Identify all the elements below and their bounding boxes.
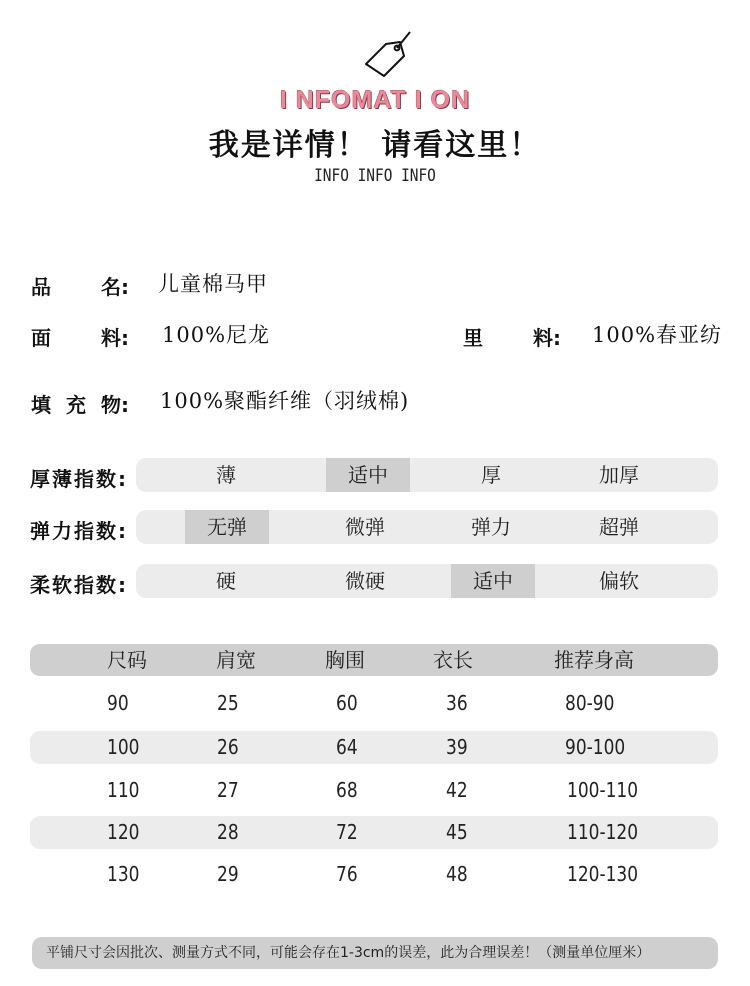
column-header: 推荐身高 <box>554 648 634 672</box>
index-bar <box>136 564 718 598</box>
table-cell: 25 <box>217 691 239 715</box>
field-value: 100%尼龙 <box>162 323 271 347</box>
table-row <box>30 816 718 849</box>
table-cell: 68 <box>336 778 358 802</box>
index-option: 薄 <box>216 463 236 487</box>
table-cell: 120 <box>107 820 140 844</box>
index-option: 弹力 <box>471 515 511 539</box>
table-row <box>30 731 718 764</box>
index-label: 厚薄指数: <box>30 467 128 491</box>
index-option: 超弹 <box>599 515 639 539</box>
index-option-selected: 无弹 <box>185 510 269 544</box>
table-cell: 72 <box>336 820 358 844</box>
table-cell: 42 <box>446 778 468 802</box>
table-cell: 64 <box>336 735 358 759</box>
measurement-note: 平铺尺寸会因批次、测量方式不同，可能会存在1-3cm的误差，此为合理误差！（测量单位厘米） <box>32 937 718 969</box>
table-row <box>30 774 718 807</box>
table-cell: 60 <box>336 691 358 715</box>
page-subtitle: INFO INFO INFO <box>314 166 436 186</box>
table-cell: 90-100 <box>565 735 626 759</box>
table-cell: 76 <box>336 862 358 886</box>
table-cell: 39 <box>446 735 468 759</box>
field-value: 100%聚酯纤维（羽绒棉) <box>160 389 410 413</box>
field-label: 品 <box>31 275 51 299</box>
field-label: 料: <box>101 326 129 350</box>
table-row <box>30 687 718 720</box>
field-value: 儿童棉马甲 <box>158 272 268 296</box>
table-cell: 110 <box>107 778 140 802</box>
table-cell: 120-130 <box>567 862 639 886</box>
index-option: 微弹 <box>345 515 385 539</box>
index-option: 加厚 <box>599 463 639 487</box>
table-cell: 45 <box>446 820 468 844</box>
table-cell: 26 <box>217 735 239 759</box>
index-option: 厚 <box>481 463 501 487</box>
index-option-selected: 适中 <box>326 458 410 492</box>
field-label: 物: <box>101 393 129 417</box>
column-header: 衣长 <box>433 648 473 672</box>
index-option: 偏软 <box>599 569 639 593</box>
brand-heading: I NFOMAT I ON <box>279 86 471 114</box>
table-cell: 27 <box>217 778 239 802</box>
table-cell: 100 <box>107 735 140 759</box>
table-cell: 100-110 <box>567 778 639 802</box>
index-label: 柔软指数: <box>30 573 128 597</box>
index-bar <box>136 510 718 544</box>
table-cell: 90 <box>107 691 129 715</box>
table-header <box>30 644 718 676</box>
price-tag-icon <box>360 30 416 80</box>
index-option: 微硬 <box>345 569 385 593</box>
table-row <box>30 858 718 891</box>
field-label: 填 <box>31 393 51 417</box>
index-label: 弹力指数: <box>30 519 128 543</box>
field-label: 名: <box>101 275 129 299</box>
field-label: 充 <box>66 393 86 417</box>
page-title: 我是详情！ 请看这里！ <box>208 128 542 163</box>
table-cell: 48 <box>446 862 468 886</box>
table-cell: 36 <box>446 691 468 715</box>
field-value: 100%春亚纺 <box>592 323 723 347</box>
index-bar <box>136 458 718 492</box>
table-cell: 130 <box>107 862 140 886</box>
index-option: 硬 <box>216 569 236 593</box>
index-option-selected: 适中 <box>451 564 535 598</box>
table-cell: 110-120 <box>567 820 639 844</box>
column-header: 胸围 <box>325 648 365 672</box>
table-cell: 28 <box>217 820 239 844</box>
field-label: 面 <box>31 326 51 350</box>
field-label: 里 <box>463 326 483 350</box>
table-cell: 29 <box>217 862 239 886</box>
field-label: 料: <box>533 326 561 350</box>
table-cell: 80-90 <box>565 691 615 715</box>
column-header: 肩宽 <box>216 648 256 672</box>
column-header: 尺码 <box>107 648 147 672</box>
